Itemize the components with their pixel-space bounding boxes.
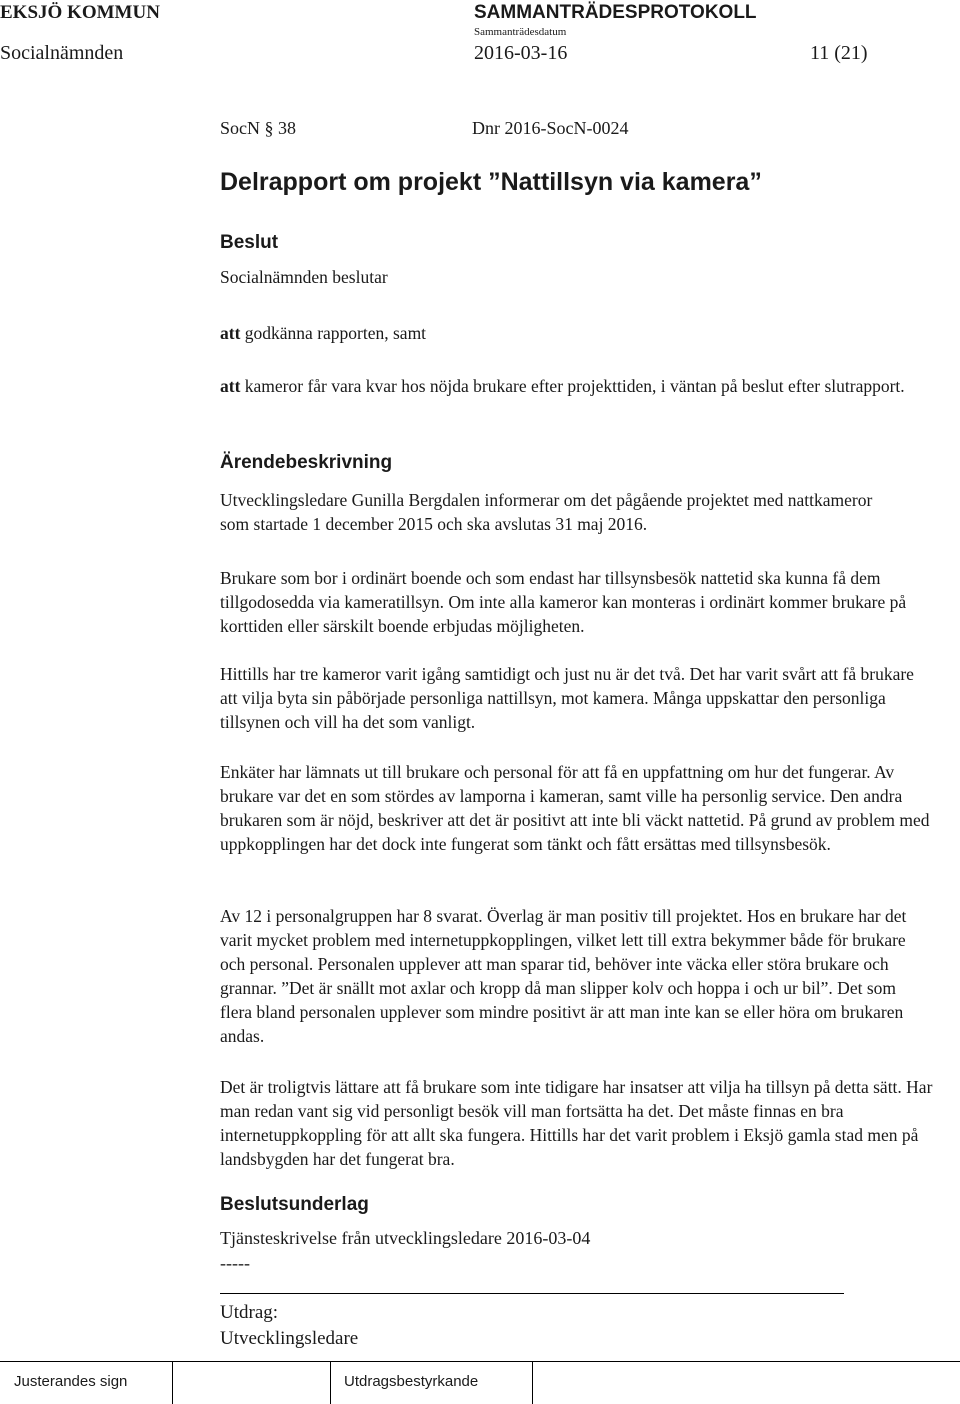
document-type: SAMMANTRÄDESPROTOKOLL	[474, 2, 757, 23]
meeting-date: 2016-03-16	[474, 42, 568, 64]
page-number: 11 (21)	[810, 42, 868, 64]
certified-label: Utdragsbestyrkande	[344, 1373, 479, 1390]
extract-label: Utdrag:	[220, 1302, 279, 1323]
signature-label: Justerandes sign	[14, 1373, 128, 1390]
page-title: Delrapport om projekt ”Nattillsyn via kamera”	[220, 168, 762, 196]
description-paragraph: Brukare som bor i ordinärt boende och som endast har tillsynsbesök nattetid ska kunna få dem tillgodosedda via kameratillsyn. Om inte alla kameror kan monteras i ordinärt kommer brukare på korttiden eller särskilt boende erbjudas möjligheten.	[220, 568, 907, 636]
footer-divider	[532, 1361, 533, 1404]
basis-heading: Beslutsunderlag	[220, 1194, 369, 1215]
att-keyword: att	[220, 376, 241, 396]
description-heading: Ärendebeskrivning	[220, 452, 393, 473]
decision-item: att kameror får vara kvar hos nöjda brukare efter projekttiden, i väntan på beslut efter slutrapport.	[220, 376, 905, 396]
extract-rule	[220, 1293, 844, 1294]
basis-item: Tjänsteskrivelse från utvecklingsledare 2016-03-04	[220, 1228, 591, 1248]
committee-name: Socialnämnden	[0, 42, 124, 64]
footer-divider	[330, 1361, 331, 1404]
decision-intro: Socialnämnden beslutar	[220, 267, 388, 287]
att-keyword: att	[220, 323, 241, 343]
decision-item: att godkänna rapporten, samt	[220, 323, 427, 343]
date-label: Sammanträdesdatum	[474, 26, 567, 38]
footer-divider	[172, 1361, 173, 1404]
paragraph-number: SocN § 38	[220, 118, 296, 138]
footer-rule	[0, 1361, 960, 1362]
description-paragraph: Det är troligtvis lättare att få brukare som inte tidigare har insatser att vilja ha tillsyn på detta sätt. Har man redan vant sig vid personligt besök vill man fortsätta ha det. Det måste finnas en bra internetuppkoppling för att allt ska fungera. Hittills har det varit problem i Eksjö gamla stad men på landsbygden har det fungerat bra.	[220, 1077, 933, 1169]
case-number: Dnr 2016-SocN-0024	[472, 118, 629, 138]
description-paragraph: Av 12 i personalgruppen har 8 svarat. Överlag är man positiv till projektet. Hos en brukare har det varit mycket problem med internetuppkopplingen, vilket lett till extra bekymmer både för brukare och personal. Personalen upplever att man sparar tid, behöver inte väcka eller störa brukare och grannar. ”Det är snällt mot axlar och kropp då man slipper kolv och hoppa i och ur bil”. Det som flera bland personalen upplever som mindre positivt är att man inte kan se eller höra om brukaren andas.	[220, 906, 907, 1046]
description-paragraph: Hittills har tre kameror varit igång samtidigt och just nu är det två. Det har varit svårt att få brukare att vilja byta sin påbörjade personliga nattillsyn, mot kamera. Många uppskattar den personliga tillsynen och vill ha det som vanligt.	[220, 664, 914, 732]
separator: -----	[220, 1253, 250, 1273]
decision-heading: Beslut	[220, 232, 279, 253]
extract-recipient: Utvecklingsledare	[220, 1328, 359, 1349]
description-paragraph: Utvecklingsledare Gunilla Bergdalen informerar om det pågående projektet med nattkameror som startade 1 december 2015 och ska avslutas 31 maj 2016.	[220, 490, 873, 534]
organization-name: EKSJÖ KOMMUN	[0, 2, 160, 23]
description-paragraph: Enkäter har lämnats ut till brukare och personal för att få en uppfattning om hur det fungerar. Av brukare var det en som stördes av lamporna i kameran, samt ville ha personlig service. Den andra brukaren som är nöjd, beskriver att det är positivt att inte bli väckt nattetid. På grund av problem med uppkopplingen har det dock inte fungerat som tänkt och fått ersättas med tillsynsbesök.	[220, 762, 930, 854]
